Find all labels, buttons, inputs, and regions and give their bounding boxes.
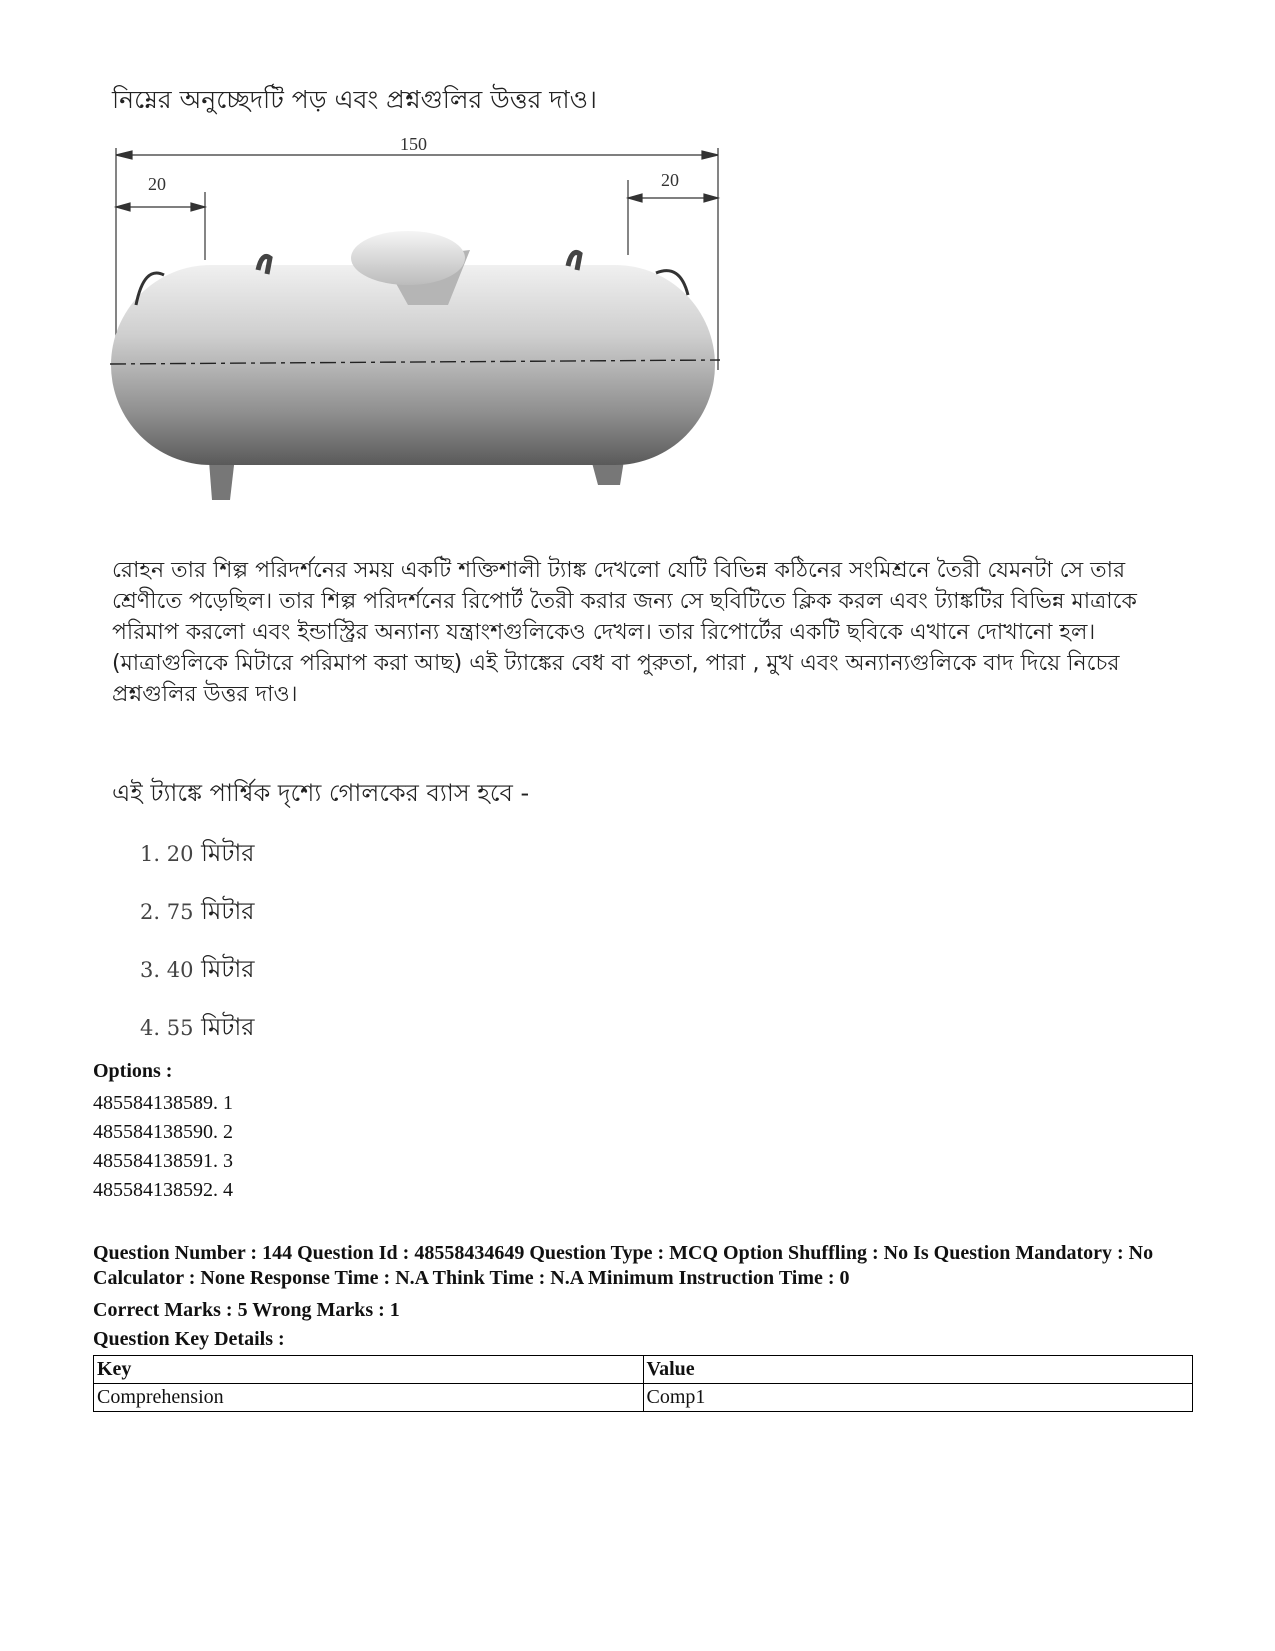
tank-dome: [351, 231, 465, 285]
answer-choice: [140, 893, 255, 951]
answer-choice: [140, 835, 255, 893]
choice-unit: মিটার: [201, 1013, 255, 1041]
choice-number: 2. 75: [140, 900, 194, 924]
table-header-row: [94, 1356, 1193, 1384]
option-item: 485584138590. 2: [93, 1121, 233, 1143]
tank-figure: [108, 130, 758, 530]
answer-choice: [140, 951, 255, 1009]
table-row: [94, 1384, 1193, 1412]
question-text: এই ট্যাঙ্কে পার্শ্বিক দৃশ্যে গোলকের ব্যাস হবে -: [112, 779, 530, 807]
key-details-heading: Question Key Details :: [93, 1328, 285, 1350]
table-cell: Comp1: [643, 1384, 1193, 1412]
dimension-label-left: 20: [148, 174, 166, 194]
instruction-text: নিম্নের অনুচ্ছেদটি পড় এবং প্রশ্নগুলির উত্তর দাও।: [112, 85, 598, 114]
option-item: 485584138591. 3: [93, 1150, 233, 1172]
table-cell: Comprehension: [94, 1384, 644, 1412]
option-item: 485584138589. 1: [93, 1092, 233, 1114]
choice-unit: মিটার: [201, 955, 255, 983]
choice-number: 4. 55: [140, 1016, 194, 1040]
passage-text: রোহন তার শিল্প পরিদর্শনের সময় একটি শক্তিশালী ট্যাঙ্ক দেখলো যেটি বিভিন্ন কঠিনের সংমিশ্রনে তৈরী যেমনটা সে তার শ্রেণীতে পড়েছিল। তার শিল্প পরিদর্শনের রিপোর্ট তৈরী করার জন্য সে ছবিটিতে ক্লিক করল এবং ট্যাঙ্কটির বিভিন্ন মাত্রাকে পরিমাপ করলো এবং ইন্ডাস্ট্রির অন্যান্য যন্ত্রাংশগুলিকেও দেখল। তার রিপোর্টের একটি ছবিকে এখানে দোখানো হল। (মাত্রাগুলিকে মিটারে পরিমাপ করা আছ) এই ট্যাঙ্কের বেধ বা পুরুতা, পারা , মুখ এবং অন্যান্যগুলিকে বাদ দিয়ে নিচের প্রশ্নগুলির উত্তর দাও।: [112, 558, 1137, 707]
options-list: [93, 1089, 233, 1205]
choice-unit: মিটার: [201, 897, 255, 925]
question-info: Question Number : 144 Question Id : 48558434649 Question Type : MCQ Option Shuffling : No Is Question Mandatory : No Calculator : None Response Time : N.A Think Time : N.A Minimum Instruction Time : 0: [93, 1242, 1154, 1289]
options-heading: Options :: [93, 1060, 173, 1082]
key-details-table: [93, 1355, 1193, 1412]
option-item: 485584138592. 4: [93, 1179, 233, 1201]
dimension-label-right: 20: [661, 170, 679, 190]
answer-choice: [140, 1009, 255, 1067]
answer-choices: [140, 835, 255, 1067]
dimension-label-total: 150: [400, 134, 427, 154]
marks-info: Correct Marks : 5 Wrong Marks : 1: [93, 1299, 400, 1321]
table-header-cell: Key: [94, 1356, 644, 1384]
table-header-cell: Value: [643, 1356, 1193, 1384]
choice-number: 3. 40: [140, 958, 194, 982]
choice-number: 1. 20: [140, 842, 194, 866]
choice-unit: মিটার: [201, 839, 255, 867]
